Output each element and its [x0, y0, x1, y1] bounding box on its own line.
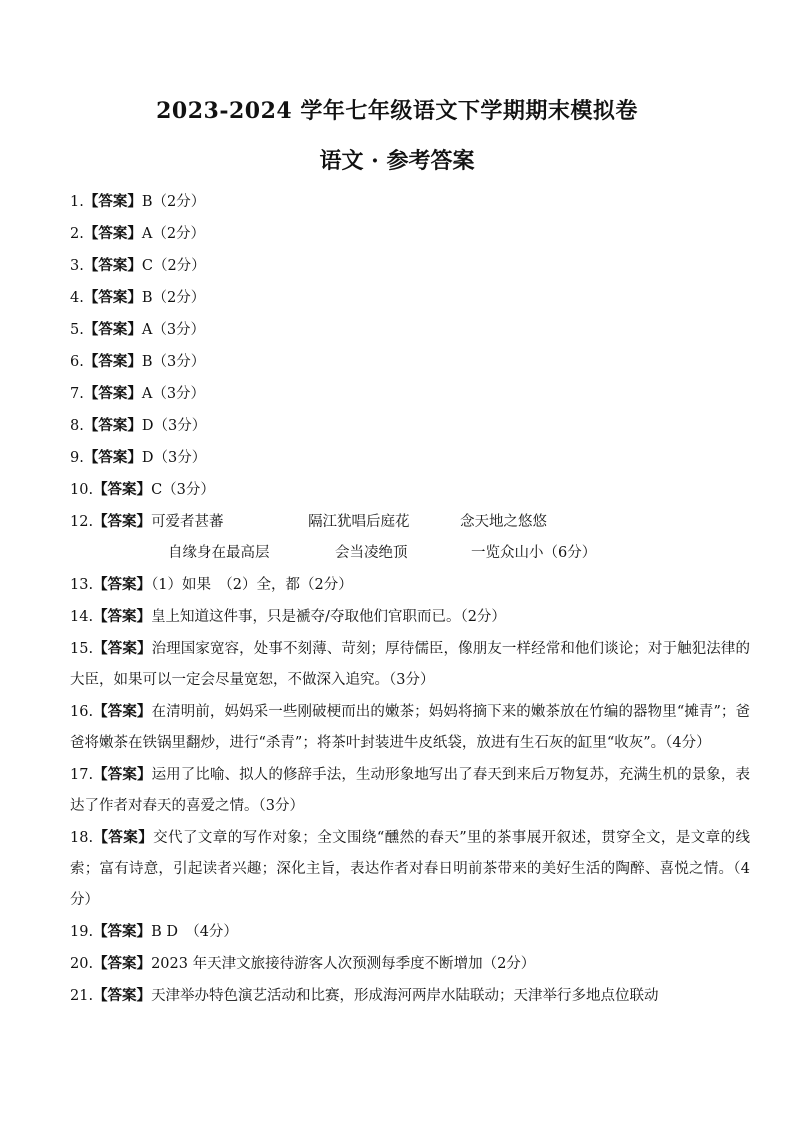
answer-item: 7.【答案】A（3分） [70, 385, 206, 402]
answer-item: 10.【答案】C（3分） [70, 481, 215, 498]
page-title: 2023-2024 学年七年级语文下学期期末模拟卷 [156, 98, 638, 124]
answer-item: 17.【答案】运用了比喻、拟人的修辞手法，生动形象地写出了春天到来后万物复苏，充满生机的景象，表达了作者对春天的喜爱之情。（3分） [70, 766, 751, 814]
answer-item: 6.【答案】B（3分） [70, 353, 206, 370]
answer-item: 3.【答案】C（2分） [70, 257, 206, 274]
answer-list [70, 186, 750, 1012]
answer-item: 19.【答案】B D （4分） [70, 923, 238, 940]
answer-item: 16.【答案】在清明前，妈妈采一些刚破梗而出的嫩茶；妈妈将摘下来的嫩茶放在竹编的器物里“摊青”；爸爸将嫩茶在铁锅里翻炒，进行“杀青”；将茶叶封装进牛皮纸袋，放进有生石灰的缸里“收灰”。（4分） [70, 703, 751, 751]
answer-item: 18.【答案】交代了文章的写作对象；全文围绕“醺然的春天”里的茶事展开叙述，贯穿全文，是文章的线索；富有诗意，引起读者兴趣；深化主旨，表达作者对春日明前茶带来的美好生活的陶醉、喜悦之情。（4分） [70, 829, 751, 908]
answer-item-poetry-continued: 自缘身在最高层 会当凌绝顶 一览众山小（6分） [168, 545, 597, 561]
page-subtitle: 语文 · 参考答案 [319, 148, 475, 174]
answer-item: 15.【答案】治理国家宽容，处事不刻薄、苛刻；厚待儒臣，像朋友一样经常和他们谈论；对于触犯法律的大臣，如果可以一定会尽量宽恕，不做深入追究。（3分） [70, 640, 751, 688]
answer-item-poetry: 12.【答案】可爱者甚蕃 隔江犹唱后庭花 念天地之悠悠 [70, 513, 548, 530]
answer-item: 14.【答案】皇上知道这件事，只是褫夺/夺取他们官职而已。（2分） [70, 608, 506, 625]
answer-item: 9.【答案】D（3分） [70, 449, 207, 466]
answer-item: 2.【答案】A（2分） [70, 225, 206, 242]
answer-item: 20.【答案】2023 年天津文旅接待游客人次预测每季度不断增加（2分） [70, 955, 536, 972]
answer-item: 5.【答案】A（3分） [70, 321, 206, 338]
answer-item: 13.【答案】（1）如果 （2）全，都（2分） [70, 576, 353, 593]
answer-item: 8.【答案】D（3分） [70, 417, 207, 434]
answer-item: 21.【答案】天津举办特色演艺活动和比赛，形成海河两岸水陆联动；天津举行多地点位联动 [70, 987, 659, 1004]
answer-item: 4.【答案】B（2分） [70, 289, 206, 306]
answer-item: 1.【答案】B（2分） [70, 193, 206, 210]
